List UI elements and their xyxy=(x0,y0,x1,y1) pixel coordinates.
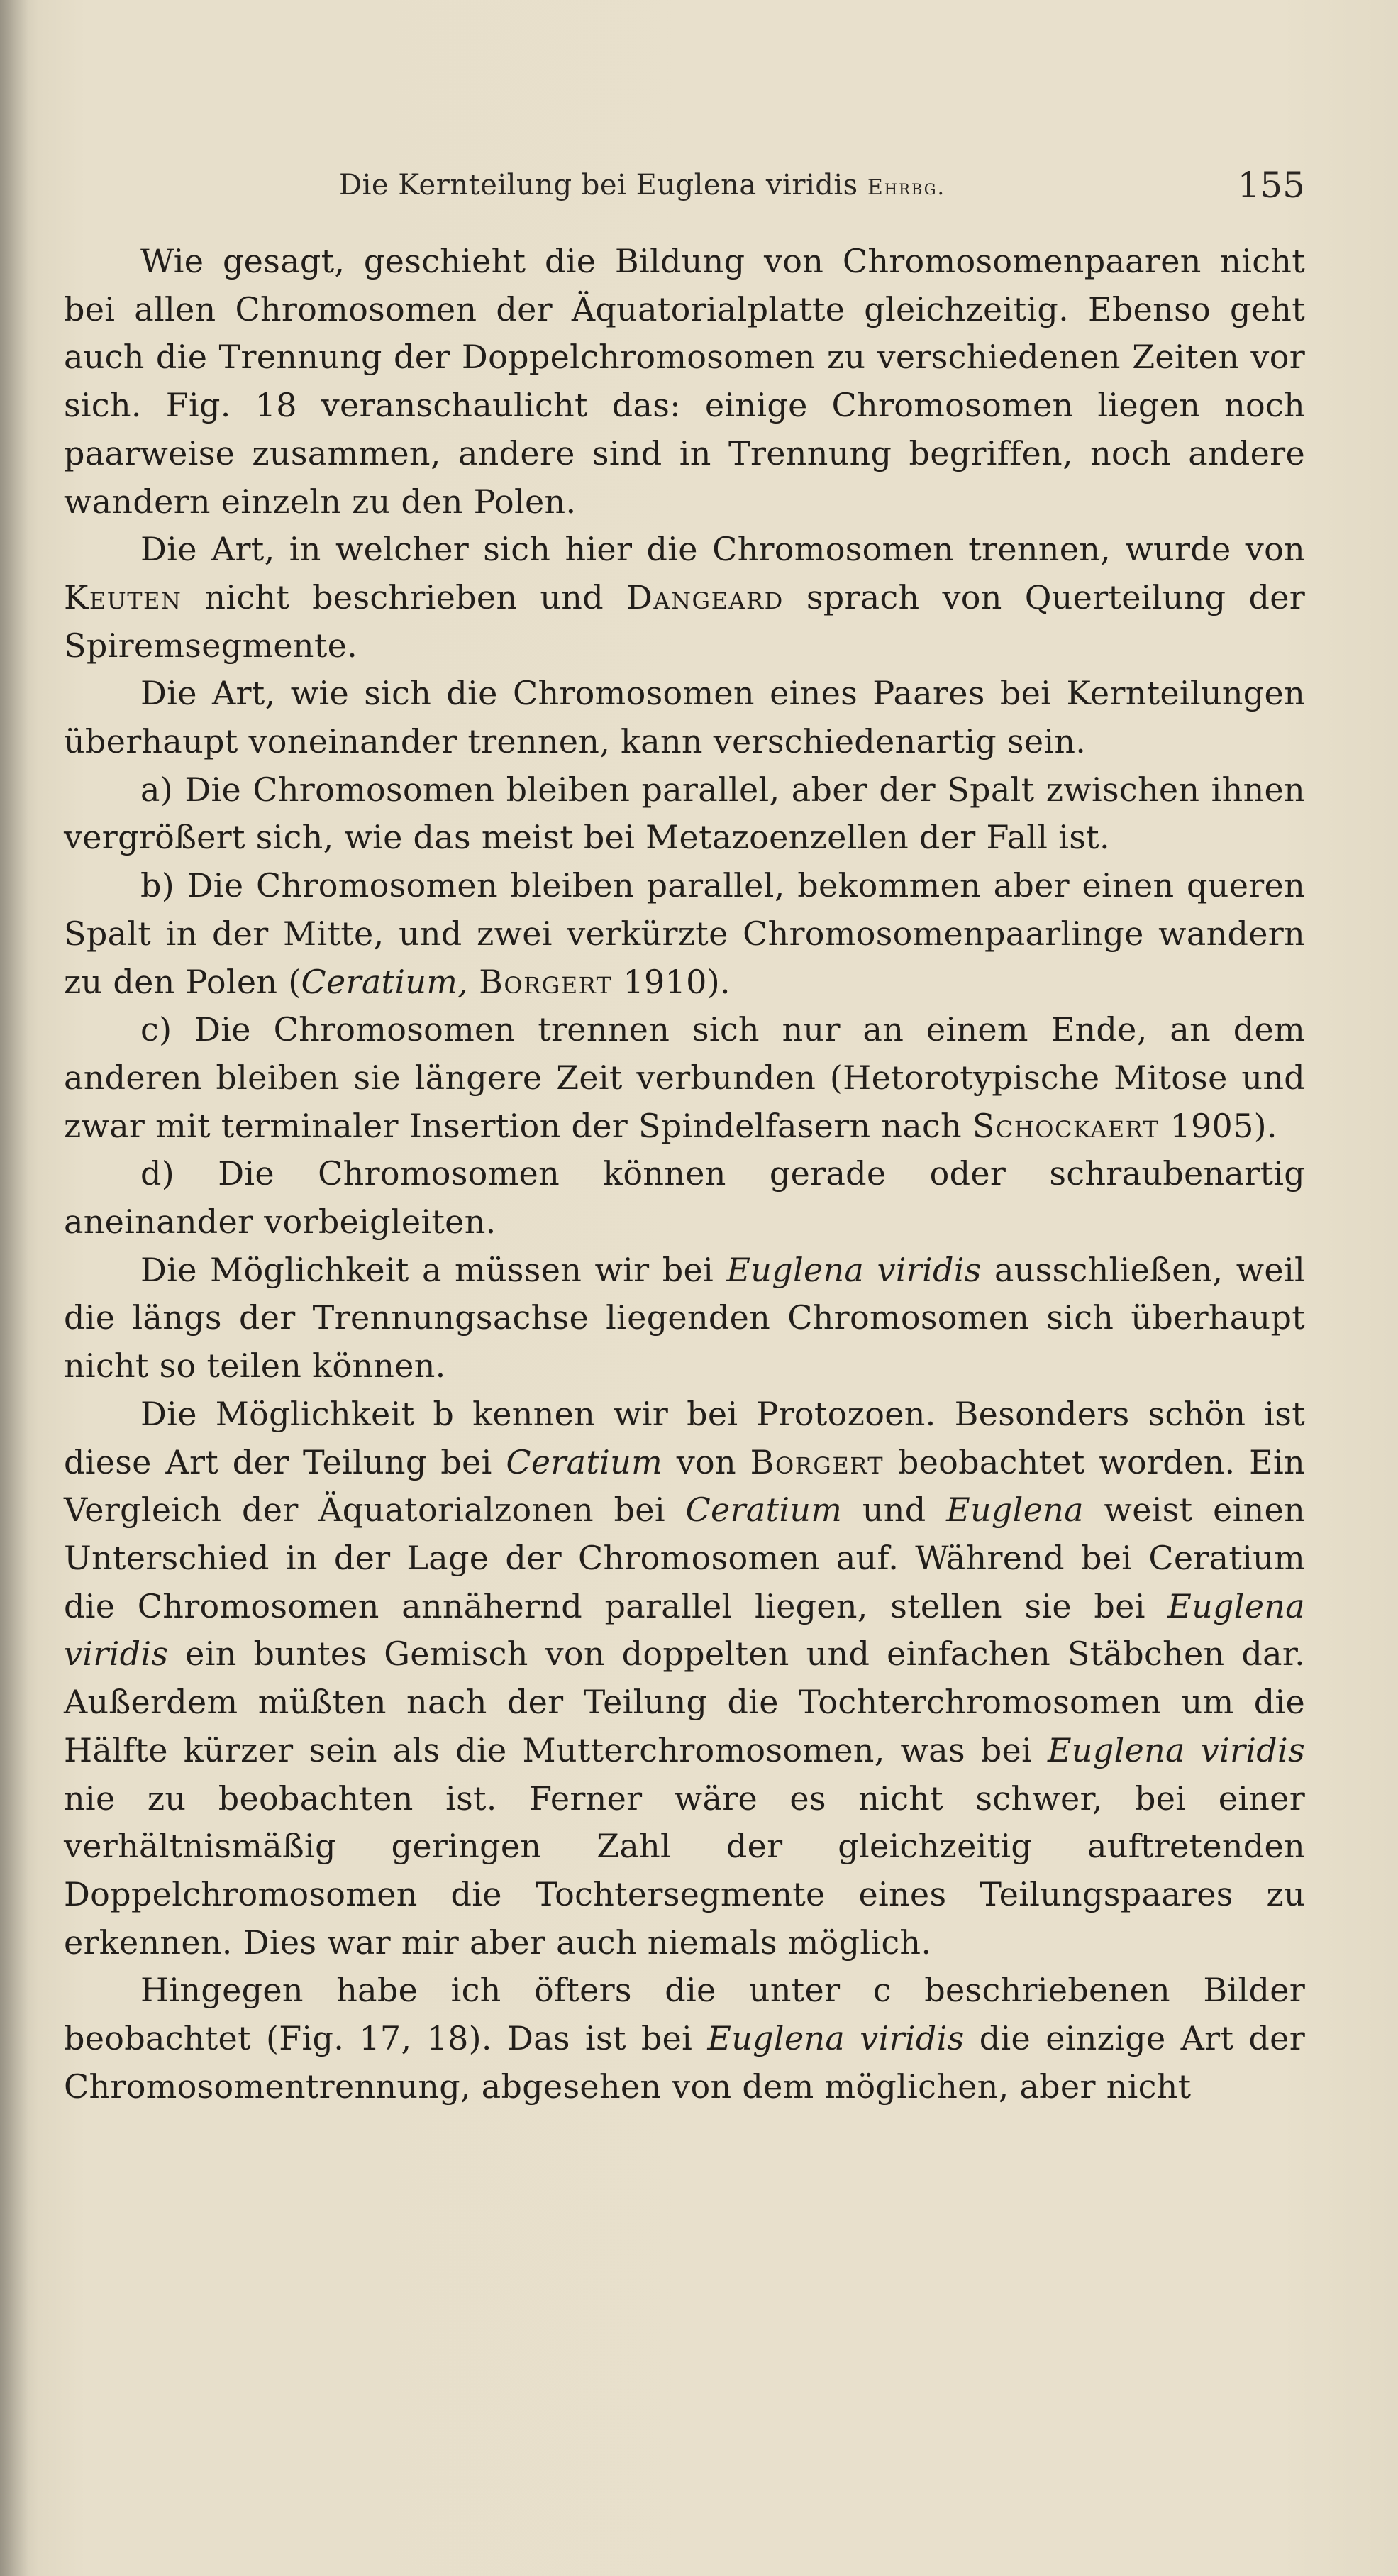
text-run: Die Art, wie sich die Chromosomen eines Paares bei Kernteilungen überhaupt voneinander trennen, kann verschiedenartig sein. xyxy=(64,674,1305,761)
paragraph xyxy=(64,1246,1305,1391)
text-run: nie zu beobachten ist. Ferner wäre es nicht schwer, bei einer verhältnismäßig geringen Zahl der gleichzeitig auftretenden Doppelchromosomen die Tochtersegmente eines Teilungspaares zu erkennen. Dies war mir aber auch niemals möglich. xyxy=(64,1779,1305,1962)
text-run: Die Möglichkeit a müssen wir bei xyxy=(140,1250,727,1289)
text-run: ein buntes Gemisch von doppelten und einfachen Stäbchen dar. Außerdem müßten nach der Teilung die Tochterchromosomen um die Hälfte kürzer sein als die Mutterchromosomen, was bei xyxy=(64,1635,1305,1769)
text-run: nicht beschrieben und xyxy=(182,577,627,617)
paragraph xyxy=(64,526,1305,670)
taxon-name: Euglena viridis xyxy=(707,2019,965,2058)
text-run: sprach von Querteilung der Spiremsegmente. xyxy=(64,577,1306,665)
text-run: die einzige Art der Chromosomentrennung, abgesehen von dem möglichen, aber nicht xyxy=(64,2019,1305,2106)
paragraph xyxy=(64,862,1305,1006)
text-run: a) Die Chromosomen bleiben parallel, aber der Spalt zwischen ihnen vergrößert sich, wie das meist bei Metazoenzellen der Fall ist. xyxy=(64,770,1305,857)
text-run: ausschließen, weil die längs der Trennungsachse liegenden Chromosomen sich überhaupt nicht so teilen können. xyxy=(64,1250,1305,1386)
page-header xyxy=(106,162,1305,211)
text-run: 1905). xyxy=(1159,1106,1277,1145)
paragraph xyxy=(64,1391,1305,1967)
taxon-name: Ceratium xyxy=(685,1491,843,1530)
paragraph xyxy=(64,1967,1305,2111)
running-title xyxy=(339,169,945,201)
page-number: 155 xyxy=(1237,165,1305,206)
author-name: Keuten xyxy=(64,577,182,617)
author-name: Dangeard xyxy=(626,577,784,617)
author-name: Borgert xyxy=(750,1442,884,1481)
text-run: Die Möglichkeit b kennen wir bei Protozoen. Besonders schön ist diese Art der Teilung bei xyxy=(64,1394,1305,1481)
taxon-name: Euglena viridis xyxy=(1048,1730,1305,1769)
paragraph xyxy=(64,766,1305,862)
taxon-name: Euglena viridis xyxy=(726,1250,982,1289)
binding-shadow xyxy=(0,0,28,2576)
text-run: und xyxy=(842,1491,947,1530)
text-run: von xyxy=(662,1442,750,1481)
text-run: weist einen Unterschied in der Lage der Chromosomen auf. Während bei Ceratium die Chromosomen annähernd parallel liegen, stellen sie bei xyxy=(64,1491,1306,1625)
running-title-author: Ehrbg. xyxy=(867,175,946,200)
taxon-name: Ceratium xyxy=(506,1442,663,1481)
paragraph xyxy=(64,670,1305,765)
paragraph xyxy=(64,1150,1305,1246)
author-name: Borgert xyxy=(479,962,613,1001)
text-run xyxy=(468,963,479,1001)
text-run: Hingegen habe ich öfters die unter c beschriebenen Bilder beobachtet (Fig. 17, 18). Das ist bei xyxy=(64,1971,1305,2058)
running-title-main: Die Kernteilung bei Euglena viridis xyxy=(339,169,867,201)
taxon-name: Ceratium, xyxy=(301,962,469,1001)
text-run: b) Die Chromosomen bleiben parallel, bekommen aber einen queren Spalt in der Mitte, und zwei verkürzte Chromosomenpaarlinge wandern zu den Polen ( xyxy=(64,866,1305,1001)
author-name: Schockaert xyxy=(972,1106,1160,1145)
body-text xyxy=(64,238,1305,2111)
paragraph xyxy=(64,1006,1305,1150)
text-run: Wie gesagt, geschieht die Bildung von Chromosomenpaaren nicht bei allen Chromosomen der Äquatorialplatte gleichzeitig. Ebenso geht auch die Trennung der Doppelchromosomen zu verschiedenen Zeiten vor sich. Fig. 18 veranschaulicht das: einige Chromosomen liegen noch paarweise zusammen, andere sind in Trennung begriffen, noch andere wandern einzeln zu den Polen. xyxy=(64,242,1305,521)
text-run: Die Art, in welcher sich hier die Chromosomen trennen, wurde von xyxy=(140,530,1305,569)
text-run: c) Die Chromosomen trennen sich nur an einem Ende, an dem anderen bleiben sie längere Zeit verbunden (Hetorotypische Mitose und zwar mit terminaler Insertion der Spindelfasern nach xyxy=(64,1010,1305,1145)
taxon-name: Euglena viridis xyxy=(64,1586,1305,1674)
text-run: 1910). xyxy=(612,962,731,1001)
taxon-name: Euglena xyxy=(946,1491,1084,1530)
text-run: d) Die Chromosomen können gerade oder schraubenartig aneinander vorbeigleiten. xyxy=(64,1154,1305,1242)
paragraph xyxy=(64,238,1305,526)
text-run: beobachtet worden. Ein Vergleich der Äquatorialzonen bei xyxy=(64,1442,1305,1530)
